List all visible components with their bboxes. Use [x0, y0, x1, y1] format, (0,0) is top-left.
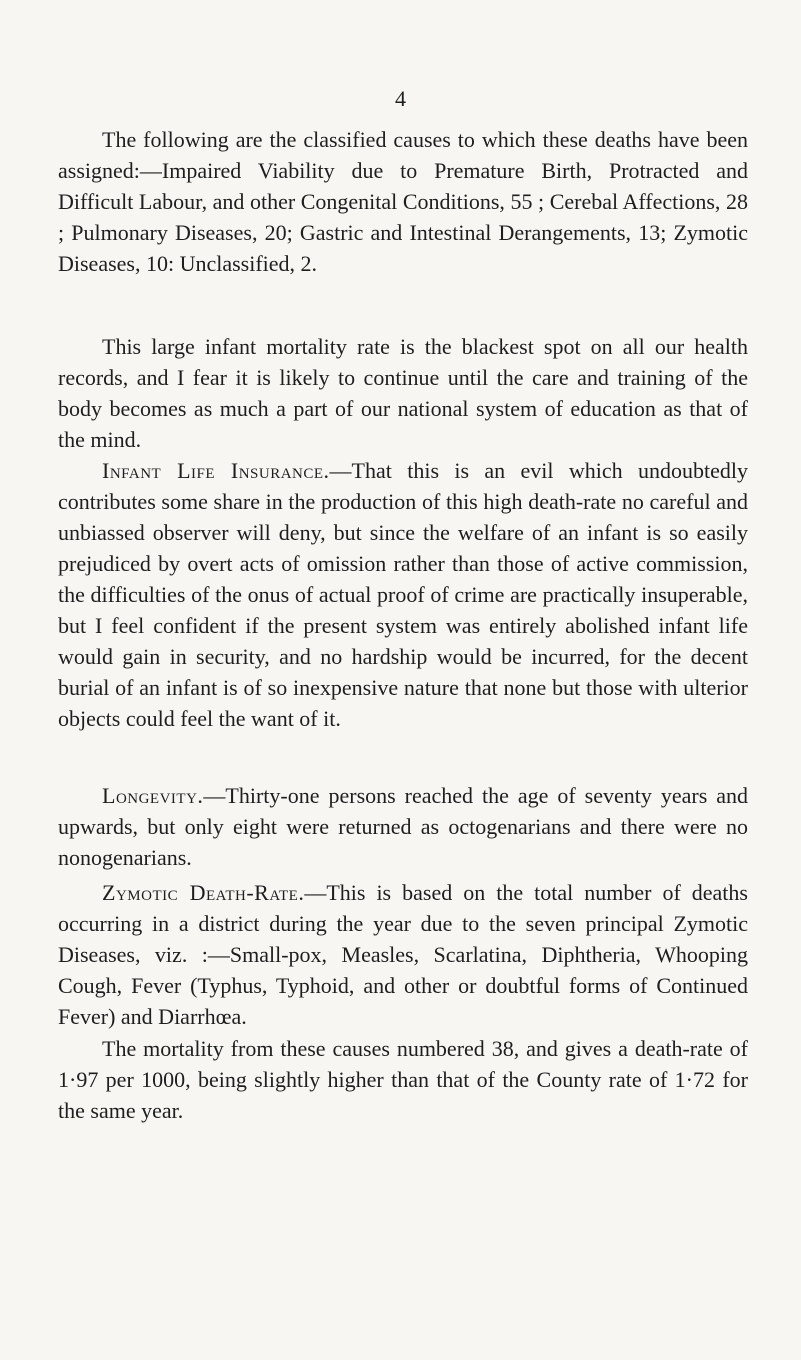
paragraph-mortality-causes: The mortality from these causes numbered 38, and gives a death-rate of 1·97 per 1000, being slightly higher than that of the County rate of 1·72 for the same year.	[58, 1036, 748, 1123]
body-infant-life-insurance: —That this is an evil which undoubtedly contributes some share in the production of this high death-rate no careful and unbiassed observer will deny, but since the welfare of an infant is so easily prejudiced by overt acts of omission rather than those of active commission, the difficulties of the onus of actual proof of crime are practically insuperable, but I feel confident if the present system was entirely abolished infant life would gain in security, and no hardship would be incurred, for the decent burial of an infant is of so inexpensive nature that none but those with ulterior objects could feel the want of it.	[58, 458, 748, 731]
heading-longevity: Longevity.	[102, 783, 204, 808]
page-number: 4	[395, 86, 406, 111]
paragraph-infant-life-insurance	[58, 455, 748, 734]
paragraph-classified-causes: The following are the classified causes to which these deaths have been assigned:—Impaired Viability due to Premature Birth, Protracted and Difficult Labour, and other Congenital Conditions, 55 ; Cerebal Affections, 28 ; Pulmonary Diseases, 20; Gastric and Intestinal Derangements, 13; Zymotic Diseases, 10: Unclassified, 2.	[58, 127, 748, 276]
paragraph-zymotic-death-rate	[58, 877, 748, 1032]
heading-zymotic-death-rate: Zymotic Death-Rate.	[102, 880, 305, 905]
paragraph-infant-mortality: This large infant mortality rate is the blackest spot on all our health records, and I fear it is likely to continue until the care and training of the body becomes as much a part of our national system of education as that of the mind.	[58, 334, 748, 452]
heading-infant-life-insurance: Infant Life Insurance.	[102, 458, 330, 483]
paragraph-longevity	[58, 780, 748, 873]
body-zymotic-death-rate: —This is based on the total number of deaths occurring in a district during the year due to the seven principal Zymotic Diseases, viz. :—Small-pox, Measles, Scarlatina, Diphtheria, Whooping Cough, Fever (Typhus, Typhoid, and other or doubtful forms of Continued Fever) and Diarrhœa.	[58, 880, 748, 1029]
body-longevity: —Thirty-one persons reached the age of seventy years and upwards, but only eight were returned as octogenarians and there were no nonogenarians.	[58, 783, 748, 870]
